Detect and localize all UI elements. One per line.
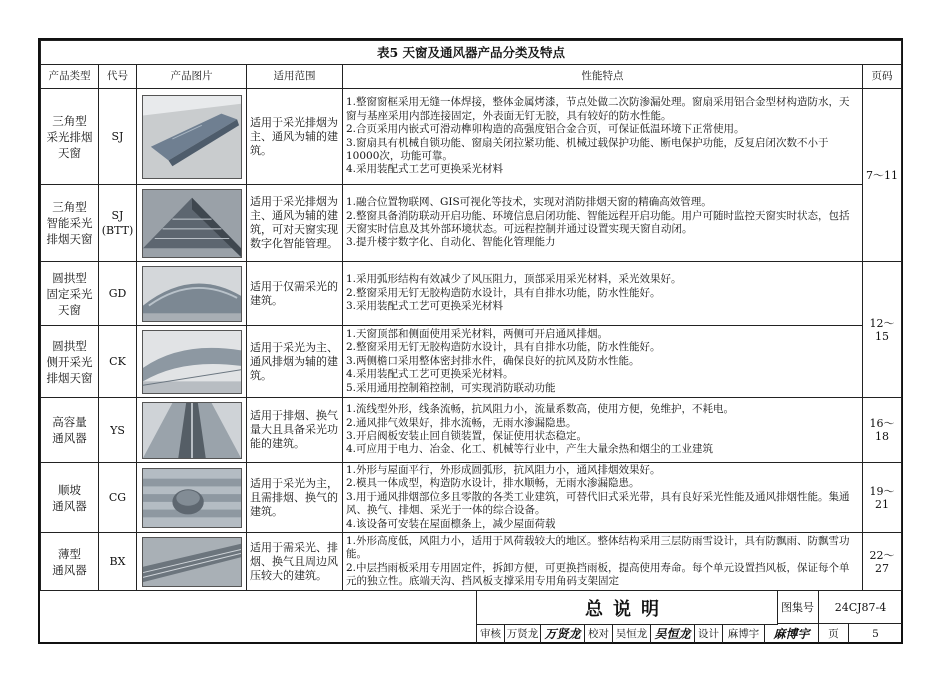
- feature-item: 5.采用通用控制箱控制，可实现消防联动功能: [346, 381, 556, 394]
- application-scope: 适用于采光排烟为主、通风为辅的建筑。: [247, 89, 343, 185]
- feature-item: 4.采用装配式工艺可更换采光材料: [346, 163, 504, 176]
- feature-item: 1.采用弧形结构有效减少了风压阻力，顶部采用采光材料，采光效果好。: [346, 273, 682, 286]
- feature-item: 1.天窗顶部和侧面使用采光材料，两侧可开启通风排烟。: [346, 327, 609, 340]
- page-label: 页: [819, 624, 849, 643]
- header-page: 页码: [863, 65, 902, 89]
- product-image-cell: [137, 185, 247, 262]
- product-photo: [142, 266, 242, 322]
- drawing-sheet: [38, 38, 903, 644]
- product-code: SJ: [99, 89, 137, 185]
- product-image-cell: [137, 262, 247, 326]
- feature-item: 1.外形与屋面平行，外形成圆弧形，抗风阻力小，通风排烟效果好。: [346, 464, 661, 476]
- product-type: 三角型 采光排烟 天窗: [41, 89, 99, 185]
- feature-item: 1.外形高度低，风阻力小，适用于风荷载较大的地区。整体结构采用三层防雨雪设计，具有防飘雨、防飘雪功能。: [346, 534, 850, 561]
- product-code: GD: [99, 262, 137, 326]
- feature-item: 2.整窗采用无钉无胶构造防水设计，具有自排水功能，防水性能好。: [346, 341, 661, 354]
- product-type: 圆拱型 侧开采光 排烟天窗: [41, 326, 99, 398]
- page-range: 16～18: [863, 398, 902, 463]
- table-row: [41, 89, 902, 185]
- feature-item: 1.流线型外形，线条流畅，抗风阻力小，流量系数高，使用方便，免维护，不耗电。: [346, 403, 735, 416]
- header-code: 代号: [99, 65, 137, 89]
- check-label: 校对: [585, 624, 613, 643]
- header-row: [41, 65, 902, 89]
- design-name: 麻博宇: [723, 624, 765, 643]
- table-row: [41, 326, 902, 398]
- title-block: [476, 590, 902, 643]
- product-photo: [142, 330, 242, 394]
- product-photo: [142, 95, 242, 179]
- table-row: [41, 185, 902, 262]
- header-scope: 适用范围: [247, 65, 343, 89]
- product-photo: [142, 189, 242, 258]
- feature-item: 3.开启阀板安装止回自锁装置，保证使用状态稳定。: [346, 430, 588, 442]
- header-type: 产品类型: [41, 65, 99, 89]
- page-range: 7～11: [863, 89, 902, 262]
- feature-item: 1.融合位置物联网、GIS可视化等技术，实现对消防排烟天窗的精确高效管理。: [346, 196, 712, 209]
- application-scope: 适用于需采光、排烟、换气且周边风压较大的建筑。: [247, 533, 343, 591]
- application-scope: 适用于采光为主、通风排烟为辅的建筑。: [247, 326, 343, 398]
- product-image-cell: [137, 463, 247, 533]
- table-title: 表5 天窗及通风器产品分类及特点: [41, 41, 902, 65]
- drawing-title: 总说明: [477, 591, 778, 625]
- atlas-label: 图集号: [777, 591, 819, 624]
- product-image-cell: [137, 89, 247, 185]
- application-scope: 适用于采光排烟为主、通风为辅的建筑，可对天窗实现数字化智能管理。: [247, 185, 343, 262]
- page-number: 5: [872, 627, 879, 640]
- feature-item: 2.合页采用内嵌式可滑动榫卯构造的高强度铝合金合页，可保证低温环境下正常使用。: [346, 123, 745, 136]
- feature-item: 3.提升楼宇数字化、自动化、智能化管理能力: [346, 236, 556, 249]
- feature-item: 1.整窗窗框采用无缝一体焊接，整体金属烤漆，节点处做二次防渗漏处理。窗扇采用铝合金型材构造防水，天窗与基座采用内部连接固定，外表面无钉无胶，具有较好的防水性能。: [346, 96, 850, 122]
- product-type: 圆拱型 固定采光 天窗: [41, 262, 99, 326]
- product-type: 三角型 智能采光 排烟天窗: [41, 185, 99, 262]
- product-image-cell: [137, 398, 247, 463]
- feature-list: [343, 89, 863, 185]
- product-photo: [142, 402, 242, 459]
- feature-item: 4.该设备可安装在屋面檩条上，减少屋面荷载: [346, 517, 556, 530]
- feature-list: [343, 398, 863, 463]
- page-range: 22～27: [863, 533, 902, 591]
- product-table: [40, 40, 902, 591]
- page-range: 12～15: [863, 262, 902, 398]
- application-scope: 适用于排烟、换气量大且具备采光功能的建筑。: [247, 398, 343, 463]
- product-type: 薄型 通风器: [41, 533, 99, 591]
- product-photo: [142, 468, 242, 528]
- table-row: [41, 463, 902, 533]
- design-signature: 麻博宇: [765, 624, 819, 643]
- feature-item: 2.整窗具备消防联动开启功能、环境信息启闭功能、智能远程开启功能。用户可随时监控天窗实时状态，包括天窗实时信息及其外部环境状态。可远程控制并通过设置实现天窗自动闭。: [346, 209, 850, 235]
- product-type: 高容量 通风器: [41, 398, 99, 463]
- feature-item: 4.可应用于电力、冶金、化工、机械等行业中，产生大量余热和烟尘的工业建筑: [346, 443, 714, 456]
- table-row: [41, 262, 902, 326]
- review-signature: 万贤龙: [541, 624, 585, 643]
- atlas-number: 24CJ87-4: [819, 591, 902, 624]
- feature-item: 2.中层挡雨板采用专用固定件，拆卸方便，可更换挡雨板，提高使用寿命。每个单元设置挡风板，保证每个单元的独立性。底端天沟、挡风板支撑采用专用角码支架固定: [346, 561, 850, 587]
- header-image: 产品图片: [137, 65, 247, 89]
- product-type: 顺坡 通风器: [41, 463, 99, 533]
- application-scope: 适用于采光为主，且需排烟、换气的建筑。: [247, 463, 343, 533]
- feature-list: [343, 463, 863, 533]
- feature-list: [343, 326, 863, 398]
- product-image-cell: [137, 533, 247, 591]
- product-photo: [142, 537, 242, 587]
- feature-item: 3.用于通风排烟部位多且零散的各类工业建筑，可替代旧式采光带，具有良好采光性能及通风排烟性能。集通风、换气、排烟、采光于一体的综合设备。: [346, 490, 850, 517]
- feature-list: [343, 262, 863, 326]
- check-signature: 吴恒龙: [651, 624, 695, 643]
- table-row: [41, 533, 902, 591]
- product-code: CG: [99, 463, 137, 533]
- product-image-cell: [137, 326, 247, 398]
- application-scope: 适用于仅需采光的建筑。: [247, 262, 343, 326]
- header-features: 性能特点: [343, 65, 863, 89]
- feature-item: 3.两侧檐口采用整体密封排水件，确保良好的抗风及防水性能。: [346, 354, 640, 367]
- review-name: 万贤龙: [505, 624, 541, 643]
- page-range: 19～21: [863, 463, 902, 533]
- feature-item: 4.采用装配式工艺可更换采光材料。: [346, 368, 514, 381]
- product-code: BX: [99, 533, 137, 591]
- feature-item: 2.整窗采用无钉无胶构造防水设计，具有自排水功能，防水性能好。: [346, 286, 661, 299]
- product-code: YS: [99, 398, 137, 463]
- feature-item: 2.模具一体成型，构造防水设计，排水顺畅，无雨水渗漏隐患。: [346, 477, 640, 490]
- table-row: [41, 398, 902, 463]
- product-code: SJ (BTT): [99, 185, 137, 262]
- design-label: 设计: [695, 624, 723, 643]
- feature-item: 3.窗扇具有机械自锁功能、窗扇关闭拉紧功能、机械过载保护功能、断电保护功能，反复启闭次数不小于10000次，功能可靠。: [346, 136, 829, 162]
- product-code: CK: [99, 326, 137, 398]
- feature-item: 3.采用装配式工艺可更换采光材料: [346, 300, 504, 313]
- review-label: 审核: [477, 624, 505, 643]
- feature-list: [343, 533, 863, 591]
- check-name: 吴恒龙: [613, 624, 651, 643]
- feature-list: [343, 185, 863, 262]
- feature-item: 2.通风排气效果好，排水流畅，无雨水渗漏隐患。: [346, 416, 577, 429]
